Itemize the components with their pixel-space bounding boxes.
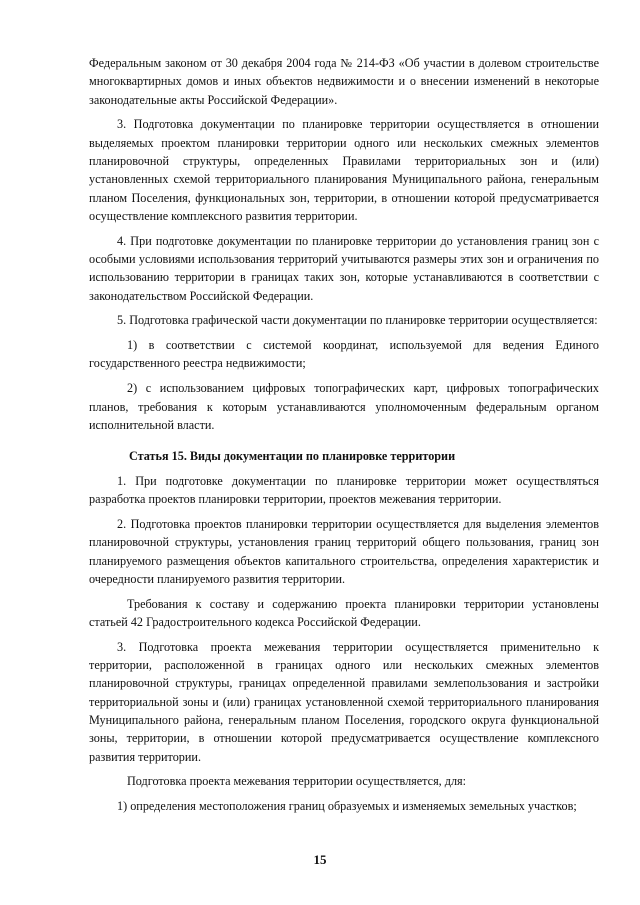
paragraph: 2. Подготовка проектов планировки территории осуществляется для выделения элементов планировочной структуры, установления границ территорий общего пользования, границ зон планируемого размещения объектов капитального строительства, определения характеристик и очередности планируемого развития территории.	[89, 517, 599, 586]
paragraph: 3. Подготовка документации по планировке территории осуществляется в отношении выделяемых проектом планировки территории одного или нескольких смежных элементов планировочной структуры, определенных Правилами территориальных зон и (или) установленных схемой территориального планирования Муниципального района, генеральным планом Поселения, функциональных зон, территории, в отношении которой предусматривается осуществление комплексного развития территории.	[89, 117, 599, 223]
page-number: 15	[313, 852, 327, 867]
paragraph: Требования к составу и содержанию проекта планировки территории установлены статьей 42 Градостроительного кодекса Российской Федерации.	[89, 596, 599, 630]
paragraph: 3. Подготовка проекта межевания территории осуществляется применительно к территории, расположенной в границах одного или нескольких смежных элементов планировочной структуры, границах определенной правилами землепользования и застройки территориальной зоны и (или) границах установленной схемой территориального планирования Муниципального района, генеральным планом Поселения, городского округа функциональной зоны, территории, в отношении которой предусматривается осуществление комплексного развития территории.	[89, 639, 599, 764]
list-item: 2) с использованием цифровых топографических карт, цифровых топографических планов, требования к которым устанавливаются уполномоченным федеральным органом исполнительной власти.	[89, 381, 599, 432]
paragraph: 1. При подготовке документации по планировке территории может осуществляться разработка проектов планировки территории, проектов межевания территории.	[89, 473, 599, 507]
article-heading: Статья 15. Виды документации по планировке территории	[129, 449, 456, 464]
list-item: 1) в соответствии с системой координат, используемой для ведения Единого государственного реестра недвижимости;	[89, 338, 599, 371]
paragraph: 5. Подготовка графической части документации по планировке территории осуществляется:	[117, 313, 598, 328]
list-item: 1) определения местоположения границ образуемых и изменяемых земельных участков;	[117, 799, 577, 814]
paragraph: 4. При подготовке документации по планировке территории до установления границ зон с особыми условиями использования территорий учитываются размеры этих зон и ограничения по использованию территории в границах таких зон, которые устанавливаются в соответствии с законодательством Российской Федерации.	[89, 233, 599, 303]
paragraph: Подготовка проекта межевания территории осуществляется, для:	[127, 774, 467, 789]
paragraph: Федеральным законом от 30 декабря 2004 года № 214-ФЗ «Об участии в долевом строительстве многоквартирных домов и иных объектов недвижимости и о внесении изменений в некоторые законодательные акты Российской Федерации».	[89, 56, 599, 107]
page-body	[89, 54, 599, 815]
